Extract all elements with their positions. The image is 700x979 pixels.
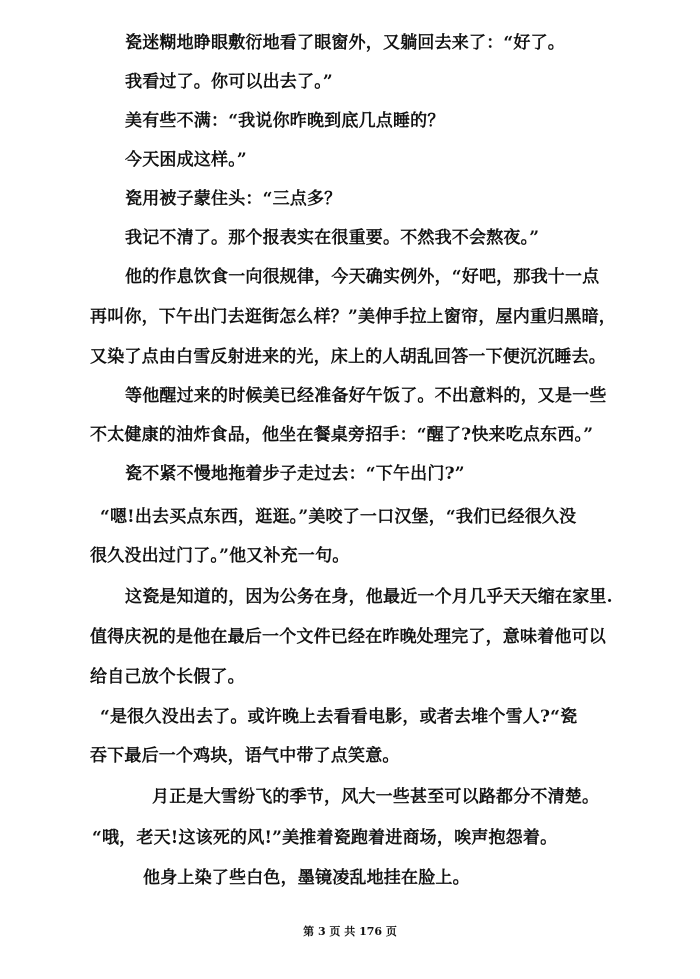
text-line: 今天困成这样。”	[125, 150, 247, 170]
text-line: 给自己放个长假了。	[90, 667, 245, 687]
text-line: 我记不清了。那个报表实在很重要。不然我不会熬夜。”	[125, 228, 540, 248]
text-line: 再叫你，下午出门去逛街怎么样？”美伸手拉上窗帘，屋内重归黑暗，	[90, 307, 616, 327]
text-line: 这瓷是知道的，因为公务在身，他最近一个月几乎天天缩在家里.	[125, 587, 613, 607]
page-number: 第 3 页 共 176 页	[303, 925, 397, 938]
text-line: 值得庆祝的是他在最后一个文件已经在昨晚处理完了，意味着他可以	[90, 627, 606, 647]
text-line: 他身上染了些白色，墨镜凌乱地挂在脸上。	[143, 868, 470, 888]
text-line: 瓷迷糊地睁眼敷衍地看了眼窗外，又躺回去来了：“好了。	[125, 33, 565, 53]
text-line: 瓷不紧不慢地拖着步子走过去：“下午出门?”	[125, 464, 465, 484]
text-line: 不太健康的油炸食品，他坐在餐桌旁招手：“醒了?快来吃点东西。”	[90, 425, 594, 445]
text-line: 等他醒过来的时候美已经准备好午饭了。不出意料的，又是一些	[125, 386, 607, 406]
text-line: “嗯!出去买点东西，逛逛。”美咬了一口汉堡，“我们已经很久没	[100, 507, 577, 527]
text-line: “是很久没出去了。或许晚上去看看电影，或者去堆个雪人?“瓷	[100, 707, 578, 727]
text-line: 瓷用被子蒙住头：“三点多？	[125, 189, 342, 209]
text-line: 月正是大雪纷飞的季节，风大一些甚至可以路都分不清楚。	[152, 787, 600, 807]
text-line: 美有些不满：“我说你昨晚到底几点睡的？	[125, 111, 445, 131]
text-line: 他的作息饮食一向很规律，今天确实例外，“好吧，那我十一点	[125, 267, 600, 287]
text-line: 很久没出过门了。”他又补充一句。	[90, 546, 350, 566]
text-line: “哦，老天!这该死的风!”美推着瓷跑着进商场，唉声抱怨着。	[92, 828, 558, 848]
text-line: 又染了点由白雪反射进来的光，床上的人胡乱回答一下便沉沉睡去。	[90, 347, 606, 367]
text-line: 我看过了。你可以出去了。”	[125, 72, 333, 92]
text-line: 吞下最后一个鸡块，语气中带了点笑意。	[90, 746, 400, 766]
